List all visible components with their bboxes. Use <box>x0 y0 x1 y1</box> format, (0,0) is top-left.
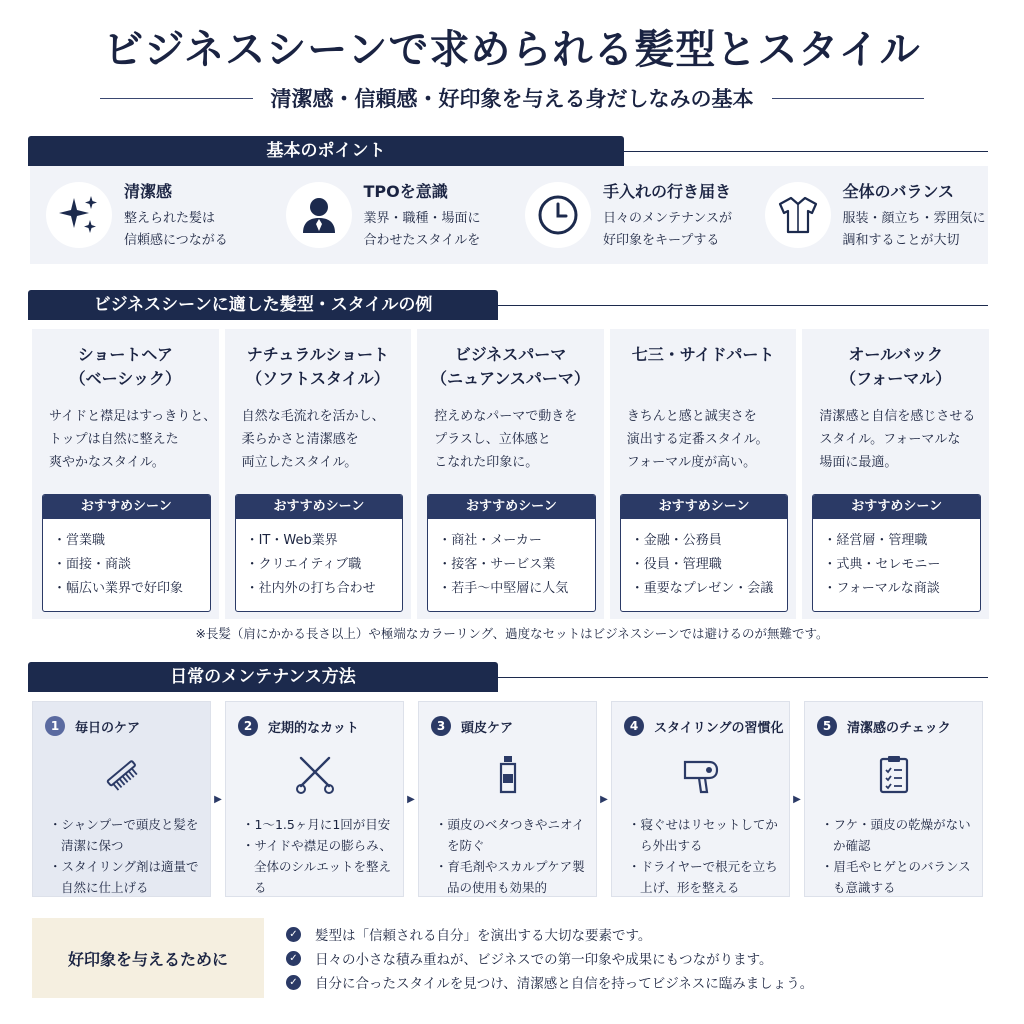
divider <box>772 98 925 99</box>
style-desc: フォーマル度が高い。 <box>626 455 757 470</box>
style-desc: こなれた印象に。 <box>434 455 539 470</box>
summary-point <box>286 970 813 994</box>
point-desc: 業界・職種・場面に <box>363 210 481 226</box>
point-title: 清潔感 <box>124 181 173 201</box>
style-desc: 両立したスタイル。 <box>241 455 358 470</box>
list-item: ・クリエイティブ職 <box>245 557 362 572</box>
list-item: ・IT・Web業界 <box>245 533 338 548</box>
point-maintenance <box>509 166 749 264</box>
list-item: ・金融・公務員 <box>630 533 722 548</box>
style-desc: 自然な毛流れを活かし、 <box>241 409 385 424</box>
step-number: 1 <box>45 716 65 736</box>
style-desc: サイドと襟足はすっきりと、 <box>49 409 217 424</box>
page-subtitle: 清潔感・信頼感・好印象を与える身だしなみの基本 <box>270 87 754 111</box>
style-subtitle: （ベーシック） <box>69 369 181 388</box>
list-item: ・社内外の打ち合わせ <box>245 581 376 596</box>
list-item: ・サイドや襟足の膨らみ、全体のシルエットを整える <box>242 838 392 895</box>
list-item: ・接客・サービス業 <box>438 557 556 572</box>
style-desc: きちんと感と誠実さを <box>626 409 757 424</box>
style-desc: 控えめなパーマで動きを <box>434 409 578 424</box>
summary-text: 日々の小さな積み重ねが、ビジネスでの第一印象や成果にもつながります。 <box>315 952 773 968</box>
maintenance-step <box>225 701 404 897</box>
style-title: 七三・サイドパート <box>631 345 775 364</box>
point-balance <box>749 166 989 264</box>
list-item: ・寝ぐせはリセットしてから外出する <box>628 817 778 853</box>
maintenance-step <box>32 701 211 897</box>
arrow-right-icon: ▶ <box>407 793 415 805</box>
style-desc: スタイル。フォーマルな <box>819 432 961 447</box>
point-desc: 日々のメンテナンスが <box>603 210 732 226</box>
comb-icon <box>33 748 210 800</box>
check-icon: ✓ <box>286 951 301 966</box>
basics-section-header <box>28 136 988 166</box>
style-card <box>32 329 219 619</box>
list-item: ・フォーマルな商談 <box>823 581 940 596</box>
step-title: スタイリングの習慣化 <box>654 720 784 736</box>
styles-note: ※長髪（肩にかかる長さ以上）や極端なカラーリング、過度なセットはビジネスシーンでは避けるのが無難です。 <box>195 626 829 641</box>
section-rule <box>498 677 988 678</box>
list-item: ・役員・管理職 <box>630 557 722 572</box>
maintenance-steps <box>32 701 988 897</box>
clipboard-icon <box>805 748 982 800</box>
recommended-scenes <box>235 494 404 612</box>
style-title: オールバック <box>848 345 943 364</box>
scissors-icon <box>226 748 403 800</box>
style-title: ビジネスパーマ <box>454 345 567 364</box>
person-icon <box>286 182 352 248</box>
step-number: 2 <box>238 716 258 736</box>
step-number: 4 <box>624 716 644 736</box>
point-desc: 服装・顔立ち・雰囲気に <box>842 210 986 226</box>
step-number: 5 <box>817 716 837 736</box>
list-item: ・面接・商談 <box>53 557 132 572</box>
shirt-icon <box>765 182 831 248</box>
style-desc: 柔らかさと清潔感を <box>241 432 359 447</box>
list-item: ・眉毛やヒゲとのバランスも意識する <box>821 859 971 895</box>
point-desc: 整えられた髪は <box>124 210 216 226</box>
step-title: 毎日のケア <box>75 720 141 736</box>
step-number: 3 <box>431 716 451 736</box>
summary-points <box>286 922 813 994</box>
styles-header: ビジネスシーンに適した髪型・スタイルの例 <box>28 290 498 320</box>
list-item: ・頭皮のベタつきやニオイを防ぐ <box>435 817 585 853</box>
subtitle-row <box>100 84 924 112</box>
style-title: ショートヘア <box>77 345 173 364</box>
list-item: ・ドライヤーで根元を立ち上げ、形を整える <box>628 859 778 895</box>
recommended-header: おすすめシーン <box>236 495 403 519</box>
recommended-header: おすすめシーン <box>428 495 595 519</box>
recommended-header: おすすめシーン <box>43 495 210 519</box>
point-tpo <box>270 166 510 264</box>
summary-point <box>286 922 813 946</box>
style-title: ナチュラルショート <box>246 345 390 364</box>
step-title: 清潔感のチェック <box>847 720 951 736</box>
clock-icon <box>525 182 591 248</box>
bottle-icon <box>419 748 596 800</box>
style-subtitle: （フォーマル） <box>840 369 952 388</box>
sparkle-icon <box>46 182 112 248</box>
list-item: ・フケ・頭皮の乾燥がないか確認 <box>821 817 971 853</box>
style-cards <box>32 329 989 619</box>
style-desc: 爽やかなスタイル。 <box>49 455 165 470</box>
basic-points <box>30 166 988 264</box>
style-card <box>610 329 797 619</box>
summary-point <box>286 946 813 970</box>
styles-section-header <box>28 290 988 320</box>
list-item: ・重要なプレゼン・会議 <box>630 581 774 596</box>
recommended-header: おすすめシーン <box>813 495 980 519</box>
point-title: TPOを意識 <box>363 181 448 201</box>
list-item: ・商社・メーカー <box>438 533 542 548</box>
list-item: ・1〜1.5ヶ月に1回が目安 <box>242 817 391 832</box>
list-item: ・式典・セレモニー <box>823 557 941 572</box>
divider <box>100 98 253 99</box>
arrow-right-icon: ▶ <box>793 793 801 805</box>
section-rule <box>624 151 988 152</box>
basics-header: 基本のポイント <box>28 136 624 166</box>
check-icon: ✓ <box>286 975 301 990</box>
recommended-scenes <box>427 494 596 612</box>
impression-label: 好印象を与えるために <box>32 918 264 998</box>
arrow-right-icon: ▶ <box>600 793 608 805</box>
maintenance-step <box>804 701 983 897</box>
arrow-right-icon: ▶ <box>214 793 222 805</box>
point-cleanliness <box>30 166 270 264</box>
list-item: ・育毛剤やスカルプケア製品の使用も効果的 <box>435 859 585 895</box>
recommended-scenes <box>42 494 211 612</box>
list-item: ・スタイリング剤は適量で自然に仕上げる <box>49 859 199 895</box>
summary-text: 自分に合ったスタイルを見つけ、清潔感と自信を持ってビジネスに臨みましょう。 <box>315 976 814 992</box>
style-card <box>417 329 604 619</box>
list-item: ・シャンプーで頭皮と髪を清潔に保つ <box>49 817 199 853</box>
style-subtitle: （ニュアンスパーマ） <box>431 369 590 388</box>
point-desc: 合わせたスタイルを <box>363 232 481 248</box>
style-desc: プラスし、立体感と <box>434 432 551 447</box>
list-item: ・幅広い業界で好印象 <box>53 581 184 596</box>
maintenance-section-header <box>28 662 988 692</box>
point-desc: 調和することが大切 <box>842 232 960 248</box>
summary-text: 髪型は「信頼される自分」を演出する大切な要素です。 <box>315 928 652 944</box>
maintenance-step <box>418 701 597 897</box>
recommended-header: おすすめシーン <box>621 495 788 519</box>
style-desc: 場面に最適。 <box>819 455 898 470</box>
style-desc: 清潔感と自信を感じさせる <box>819 409 976 424</box>
check-icon: ✓ <box>286 927 301 942</box>
list-item: ・営業職 <box>53 533 106 548</box>
section-rule <box>498 305 988 306</box>
step-title: 定期的なカット <box>268 720 359 736</box>
list-item: ・経営層・管理職 <box>823 533 928 548</box>
style-subtitle <box>610 367 797 391</box>
style-desc: 演出する定番スタイル。 <box>626 432 769 447</box>
recommended-scenes <box>620 494 789 612</box>
recommended-scenes <box>812 494 981 612</box>
maintenance-step <box>611 701 790 897</box>
style-subtitle: （ソフトスタイル） <box>246 369 390 388</box>
style-card <box>802 329 989 619</box>
list-item: ・若手〜中堅層に人気 <box>438 581 569 596</box>
step-title: 頭皮ケア <box>461 720 514 736</box>
page-title: ビジネスシーンで求められる髪型とスタイル <box>103 27 921 73</box>
dryer-icon <box>612 748 789 800</box>
style-card <box>225 329 412 619</box>
point-desc: 信頼感につながる <box>124 232 228 248</box>
point-title: 全体のバランス <box>842 181 955 201</box>
maintenance-header: 日常のメンテナンス方法 <box>28 662 498 692</box>
style-desc: トップは自然に整えた <box>49 432 179 447</box>
point-desc: 好印象をキープする <box>603 232 720 248</box>
point-title: 手入れの行き届き <box>603 181 732 201</box>
